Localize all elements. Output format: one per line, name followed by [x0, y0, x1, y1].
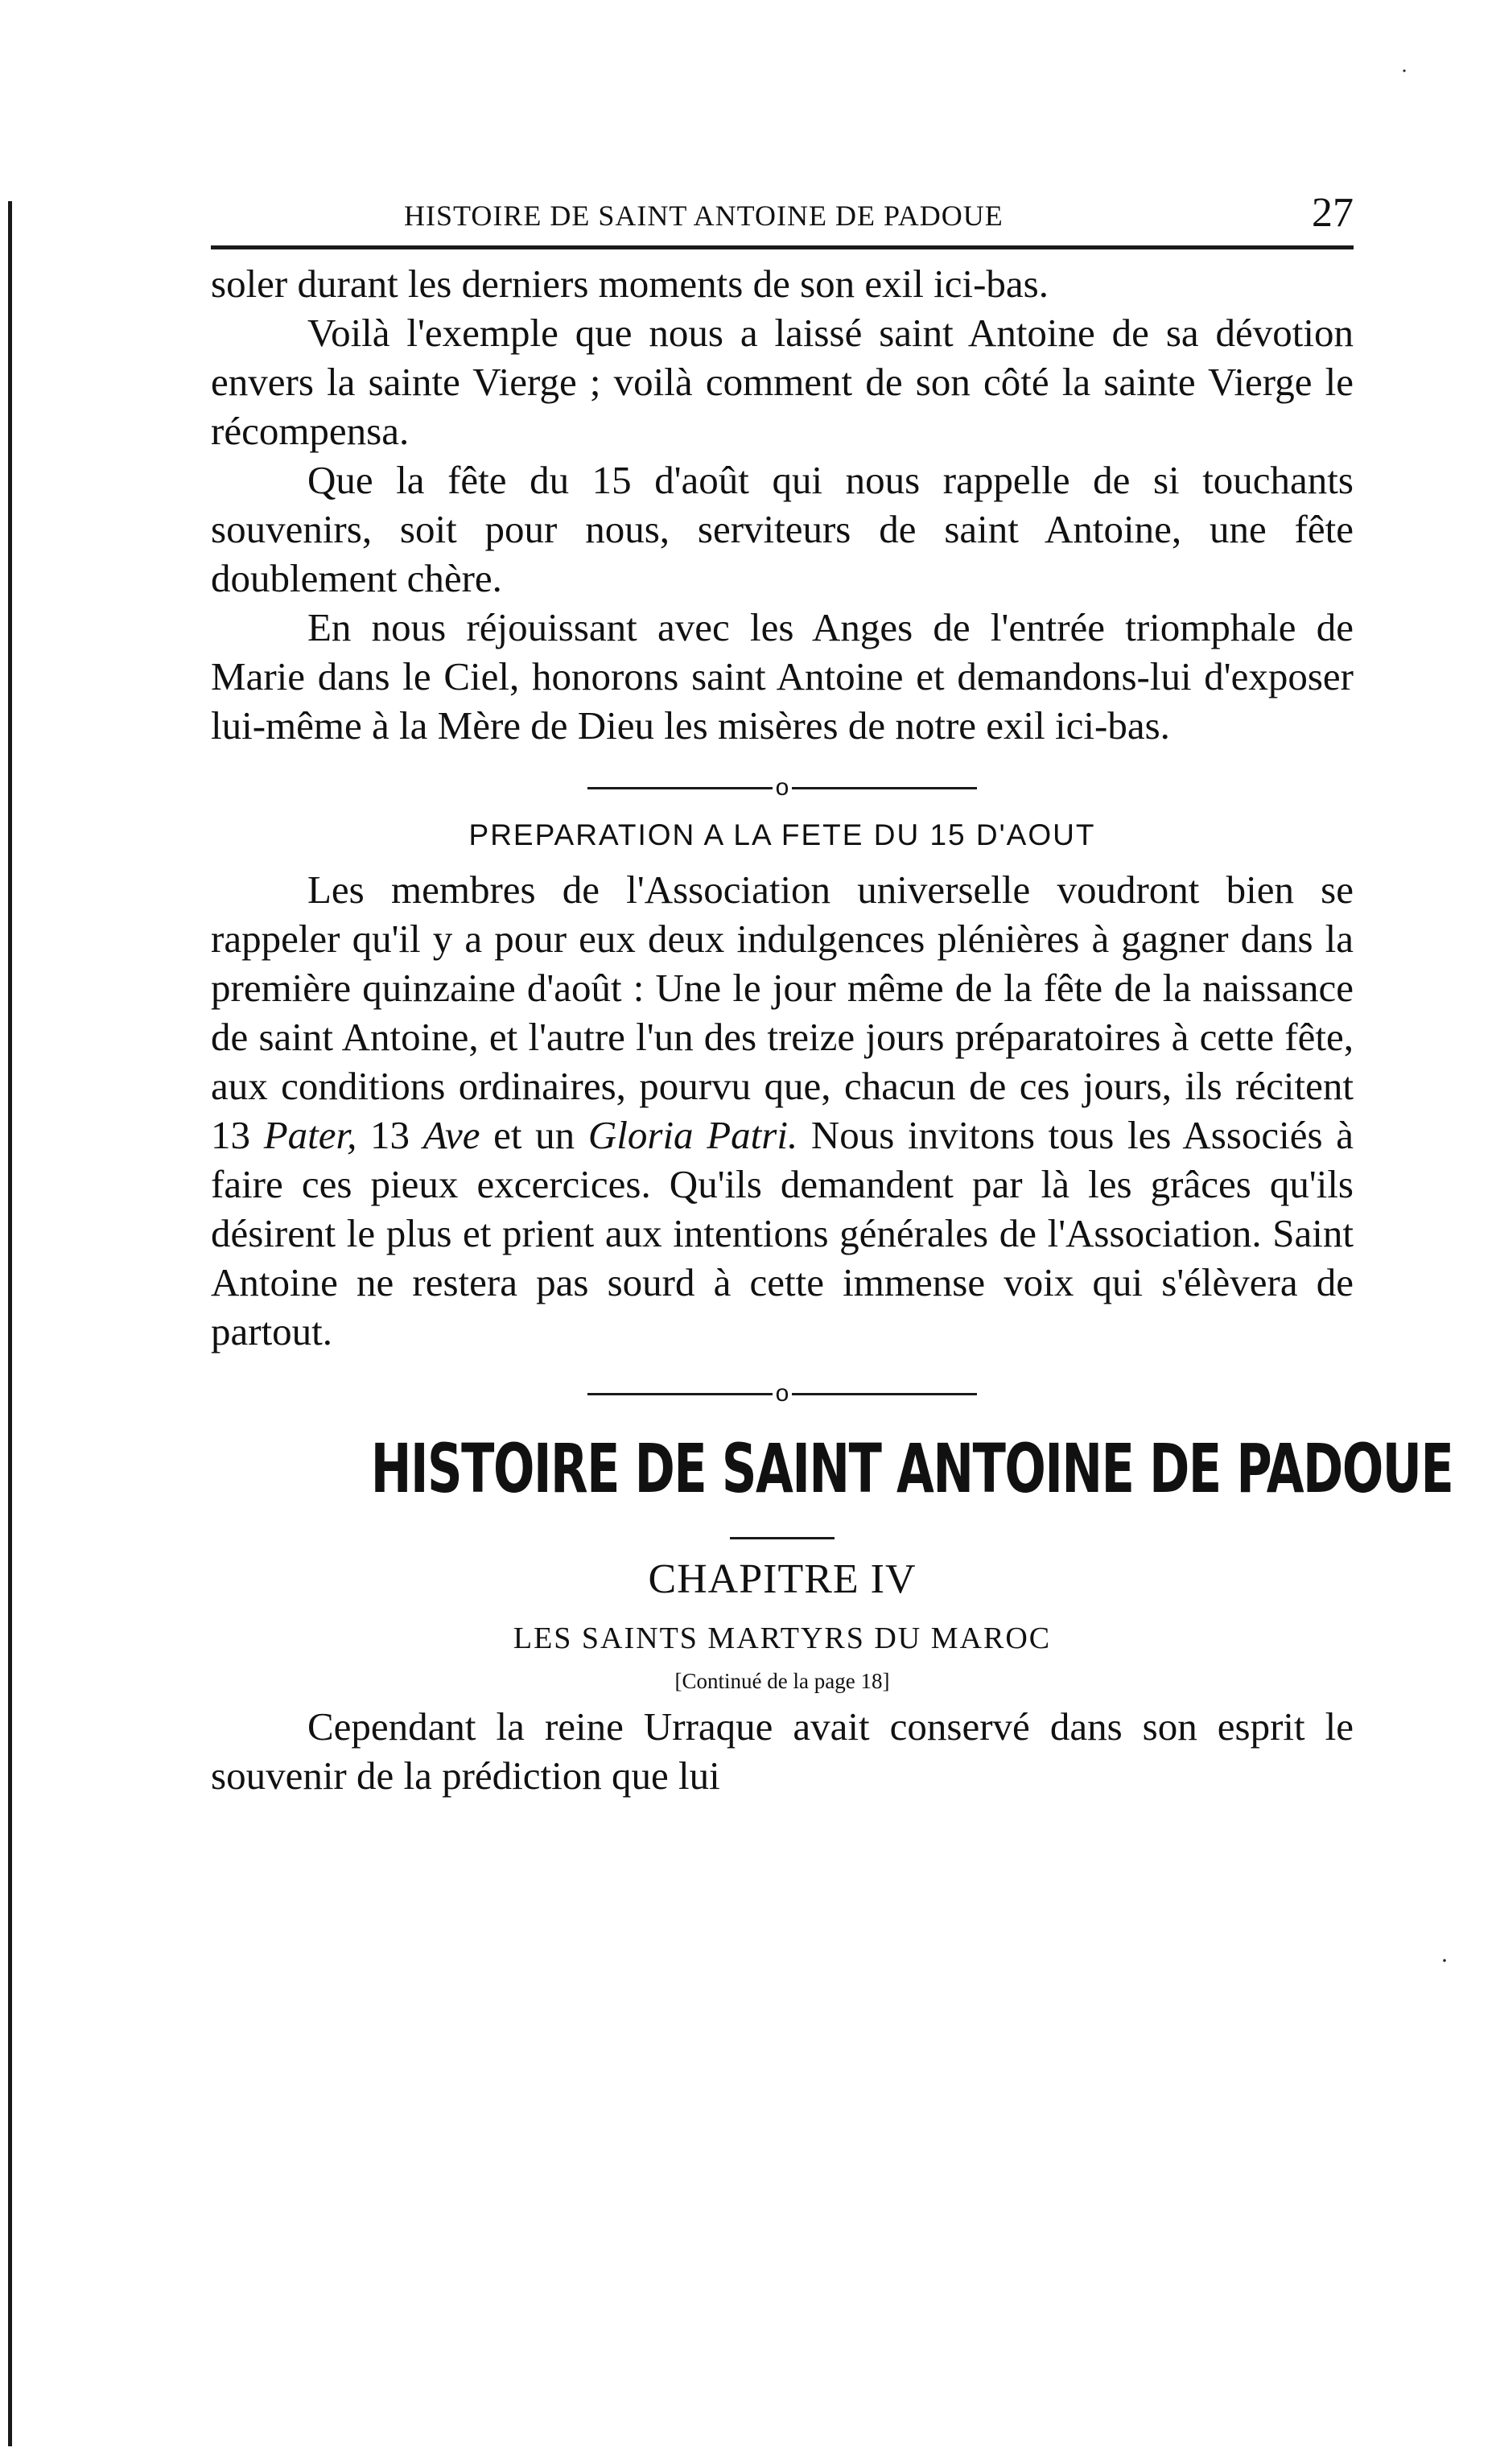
separator-rule: [211, 769, 1354, 804]
continuation-note: [Continué de la page 18]: [674, 1669, 890, 1693]
ave-italic: Ave: [422, 1113, 480, 1157]
paragraph-association: [211, 865, 1354, 1356]
page-edge-rule: [8, 201, 12, 2446]
main-title: HISTOIRE DE SAINT ANTOINE DE PADOUE: [370, 1429, 1453, 1508]
gloria-italic: Gloria Patri.: [587, 1113, 798, 1157]
page-number: 27: [1312, 190, 1354, 236]
chapter-subtitle: LES SAINTS MARTYRS DU MAROC: [513, 1621, 1052, 1655]
section-heading: PREPARATION A LA FETE DU 15 D'AOUT: [468, 818, 1096, 851]
running-head-title: HISTOIRE DE SAINT ANTOINE DE PADOUE: [404, 200, 1004, 232]
margin-speck: ˙: [1400, 64, 1408, 91]
paragraph-continued: soler durant les derniers moments de son exil ici-bas.: [211, 262, 1049, 306]
separator-rule-2: [211, 1375, 1354, 1410]
chapter-number: CHAPITRE IV: [648, 1556, 917, 1602]
association-text-mid1: 13: [356, 1113, 423, 1157]
pater-italic: Pater,: [263, 1113, 357, 1157]
paragraph-feast: Que la fête du 15 d'août qui nous rappelle de si touchants souvenirs, soit pour nous, serviteurs de saint Antoine, une fête doublement chère.: [211, 458, 1354, 600]
paragraph-chapter-opening: Cependant la reine Urraque avait conservé dans son esprit le souvenir de la prédiction que lui: [211, 1704, 1354, 1798]
running-head: [211, 181, 1354, 249]
margin-speck: ·: [1440, 1947, 1449, 1974]
association-text-start: Les membres de l'Association universelle voudront bien se rappeler qu'il y a pour eux deux indulgences plénières à gagner dans la première quinzaine d'août : Une le jour même de la fête de la naissance de saint Antoine, et l'autre l'un des treize jours préparatoires à cette fête, aux conditions ordinaires, pourvu que, chacun de ces jours, ils récitent 13: [211, 867, 1354, 1157]
paragraph-example: Voilà l'exemple que nous a laissé saint Antoine de sa dévotion envers la sainte Vierge ; voilà comment de son côté la sainte Vierge le récompensa.: [211, 311, 1354, 453]
association-text-mid2: et un: [480, 1113, 588, 1157]
paragraph-rejoicing: En nous réjouissant avec les Anges de l'entrée triomphale de Marie dans le Ciel, honorons saint Antoine et demandons-lui d'exposer lui-même à la Mère de Dieu les misères de notre exil ici-bas.: [211, 605, 1354, 748]
book-page: [211, 181, 1453, 1800]
association-text-end: Nous invitons tous les Associés à faire ces pieux excercices. Qu'ils demandent par là les grâces qu'ils désirent le plus et prient aux intentions générales de l'Association. Saint Antoine ne restera pas sourd à cette immense voix qui s'élèvera de partout.: [211, 1113, 1354, 1354]
separator-mark: o: [775, 774, 789, 801]
title-rule: [730, 1537, 835, 1539]
separator-mark-2: o: [775, 1380, 789, 1407]
